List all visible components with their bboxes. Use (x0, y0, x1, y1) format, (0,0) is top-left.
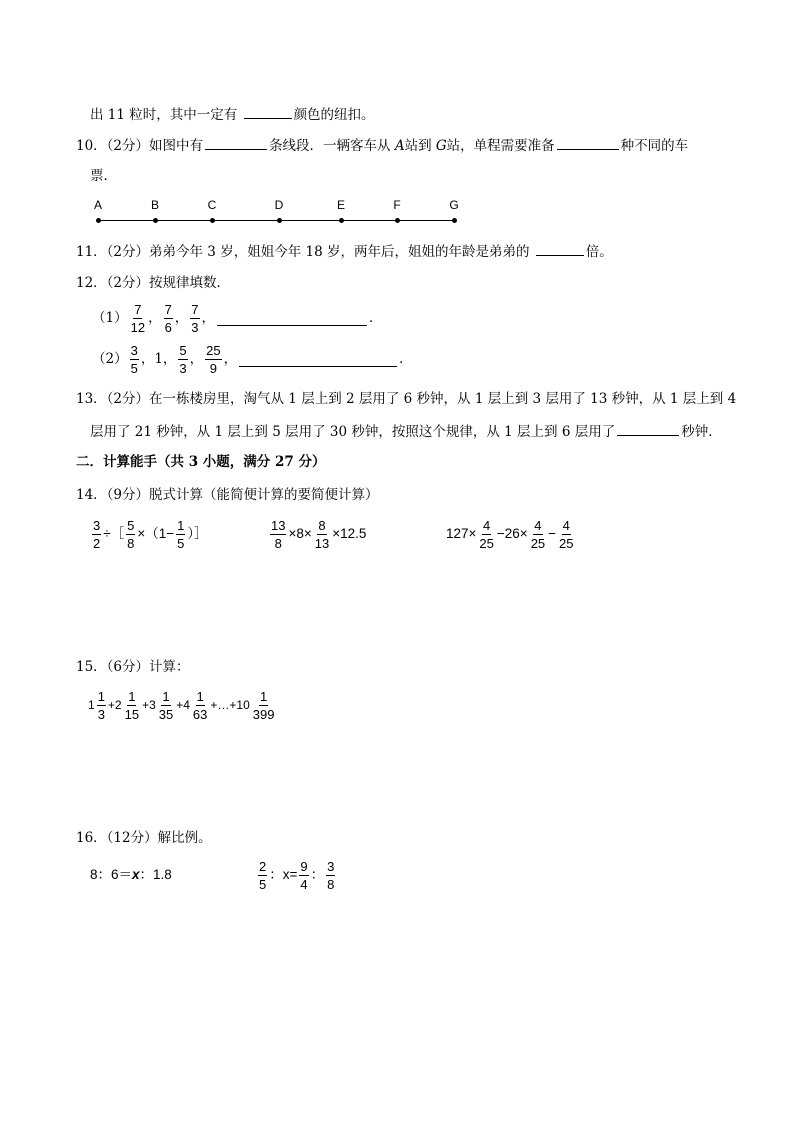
q12-p1-answer-blank[interactable] (217, 311, 367, 326)
q11-text: 11．（2分）弟弟今年 3 岁，姐姐今年 18 岁，两年后，姐姐的年龄是弟弟的 (76, 244, 534, 260)
q16-e2-frac-c: $\frac{3}{8}$ (327, 858, 335, 892)
q10-text: 10．（2分）如图中有 (76, 138, 204, 154)
q10-from: A (394, 138, 405, 154)
segment-point-E (339, 218, 344, 223)
q12-p2-frac-a: $\frac{3}{5}$ (130, 342, 138, 376)
q13-text-end: 秒钟． (681, 424, 722, 440)
segment-point-B (153, 218, 158, 223)
q12-p1-label: （1） (92, 310, 128, 326)
q9-answer-blank[interactable] (244, 104, 292, 119)
q14-e1-frac-c: $\frac{1}{5}$ (177, 517, 185, 551)
q11-text-end: 倍。 (585, 244, 613, 260)
q16-expr-2: $\frac{2}{5}$ ：x= $\frac{9}{4}$ ： $\frac{3}{8}$ (259, 858, 335, 892)
segment-label-A: A (93, 198, 103, 212)
q14-e2-frac-b: $\frac{8}{13}$ (314, 517, 330, 551)
q12-part2: （2） $\frac{3}{5}$ ， 1 ， $\frac{5}{3}$ ， $\frac{25}{9}$ ， ． (92, 342, 413, 376)
q15-expr (88, 686, 277, 724)
q10-blank-tickets[interactable] (557, 135, 619, 150)
q16-expr-1: 8：6＝x：1.8 (90, 867, 172, 882)
segment-label-F: F (393, 198, 401, 212)
q10-to: G (435, 138, 447, 154)
q14-e3-frac-a: $\frac{4}{25}$ (479, 517, 494, 551)
section-2-title: 二．计算能手（共 3 小题，满分 27 分） (76, 454, 326, 470)
segment-label-E: E (336, 198, 346, 212)
q16-variable-x: x (132, 867, 140, 882)
q15-frac-4: $\frac{1}{399}$ (252, 688, 275, 722)
q14-expr-3: 127× $\frac{4}{25}$ −26× $\frac{4}{25}$ − $\frac{4}{25}$ (446, 517, 574, 551)
segment-point-F (395, 218, 400, 223)
q10-blank-segments[interactable] (205, 135, 267, 150)
segment-line (96, 220, 454, 221)
q14-e3-frac-c: $\frac{4}{25}$ (559, 517, 574, 551)
q12-p2-frac-c: $\frac{5}{3}$ (179, 342, 187, 376)
q13-answer-blank[interactable] (617, 421, 679, 436)
q12-p2-label: （2） (92, 351, 128, 367)
q12-part1: （1） $\frac{7}{12}$ ， $\frac{7}{6}$ ， $\frac{7}{3}$ ， ． (92, 301, 383, 335)
q12-p2-answer-blank[interactable] (239, 352, 397, 367)
q14-expr-2: $\frac{13}{8}$ ×8× $\frac{8}{13}$ ×12.5 (271, 517, 367, 551)
q9-text: 出 11 粒时，其中一定有 (90, 107, 242, 123)
q14-e2-frac-a: $\frac{13}{8}$ (271, 517, 286, 551)
q15-op-2: +4 (176, 698, 190, 712)
q13-line2 (90, 421, 722, 442)
segment-label-B: B (150, 198, 160, 212)
q10-text-end: 种不同的车 (620, 138, 689, 154)
q15-op-0: +2 (107, 698, 122, 712)
q10-text-mid2: 站到 (404, 138, 436, 154)
q16-title: 16．（12分）解比例。 (76, 830, 212, 846)
q15-frac-3: $\frac{1}{63}$ (192, 688, 208, 722)
q13-line1: 13．（2分）在一栋楼房里，淘气从 1 层上到 2 层用了 6 秒钟，从 1 层上到 3 层用了 13 秒钟，从 1 层上到 4 (76, 391, 737, 407)
q9-tail-line (90, 104, 375, 125)
q14-title: 14．（9分）脱式计算（能简便计算的要简便计算） (76, 487, 379, 503)
q9-text-end: 颜色的纽扣。 (293, 107, 375, 123)
q14-e1-frac-b: $\frac{5}{8}$ (127, 517, 135, 551)
segment-point-G (452, 218, 457, 223)
q13-text: 层用了 21 秒钟，从 1 层上到 5 层用了 30 秒钟，按照这个规律，从 1 层上到 6 层用了 (90, 424, 616, 440)
q15-op-1: +3 (142, 698, 156, 712)
q15-op-3: +…+10 (210, 698, 250, 712)
q10-text-mid: 条线段．一辆客车从 (269, 138, 395, 154)
q12-p1-frac-3: $\frac{7}{3}$ (191, 301, 199, 335)
q12-p2-frac-d: $\frac{25}{9}$ (206, 342, 221, 376)
q15-frac-1: $\frac{1}{15}$ (124, 688, 140, 722)
q16-e2-frac-a: $\frac{2}{5}$ (259, 858, 267, 892)
q10-text-mid3: 站，单程需要准备 (446, 138, 555, 154)
segment-point-D (277, 218, 282, 223)
q10-line2: 票． (90, 168, 117, 184)
segment-label-C: C (207, 198, 217, 212)
q11-line (76, 241, 613, 262)
q12-p1-frac-1: $\frac{7}{12}$ (130, 301, 146, 335)
q14-expr-1: $\frac{3}{2}$ ÷［ $\frac{5}{8}$ ×（1− $\frac{1}{5}$ ）］ (93, 517, 208, 551)
q12-p1-frac-2: $\frac{7}{6}$ (164, 301, 172, 335)
q15-frac-2: $\frac{1}{35}$ (158, 688, 174, 722)
q15-title: 15．（6分）计算： (76, 659, 190, 675)
segment-point-A (96, 218, 101, 223)
q12-title: 12．（2分）按规律填数． (76, 275, 231, 291)
segment-figure (93, 198, 459, 228)
q14-e3-frac-b: $\frac{4}{25}$ (530, 517, 546, 551)
segment-label-G: G (449, 198, 459, 212)
q15-frac-0: $\frac{1}{3}$ (97, 688, 105, 722)
q11-answer-blank[interactable] (536, 241, 584, 256)
q14-e1-frac-a: $\frac{3}{2}$ (93, 517, 101, 551)
segment-label-D: D (274, 198, 284, 212)
segment-point-C (210, 218, 215, 223)
q10-line1 (76, 135, 688, 156)
q12-p2-whole: 1 (154, 351, 163, 367)
q16-e2-frac-b: $\frac{9}{4}$ (300, 858, 308, 892)
q15-whole-0: 1 (88, 698, 95, 712)
